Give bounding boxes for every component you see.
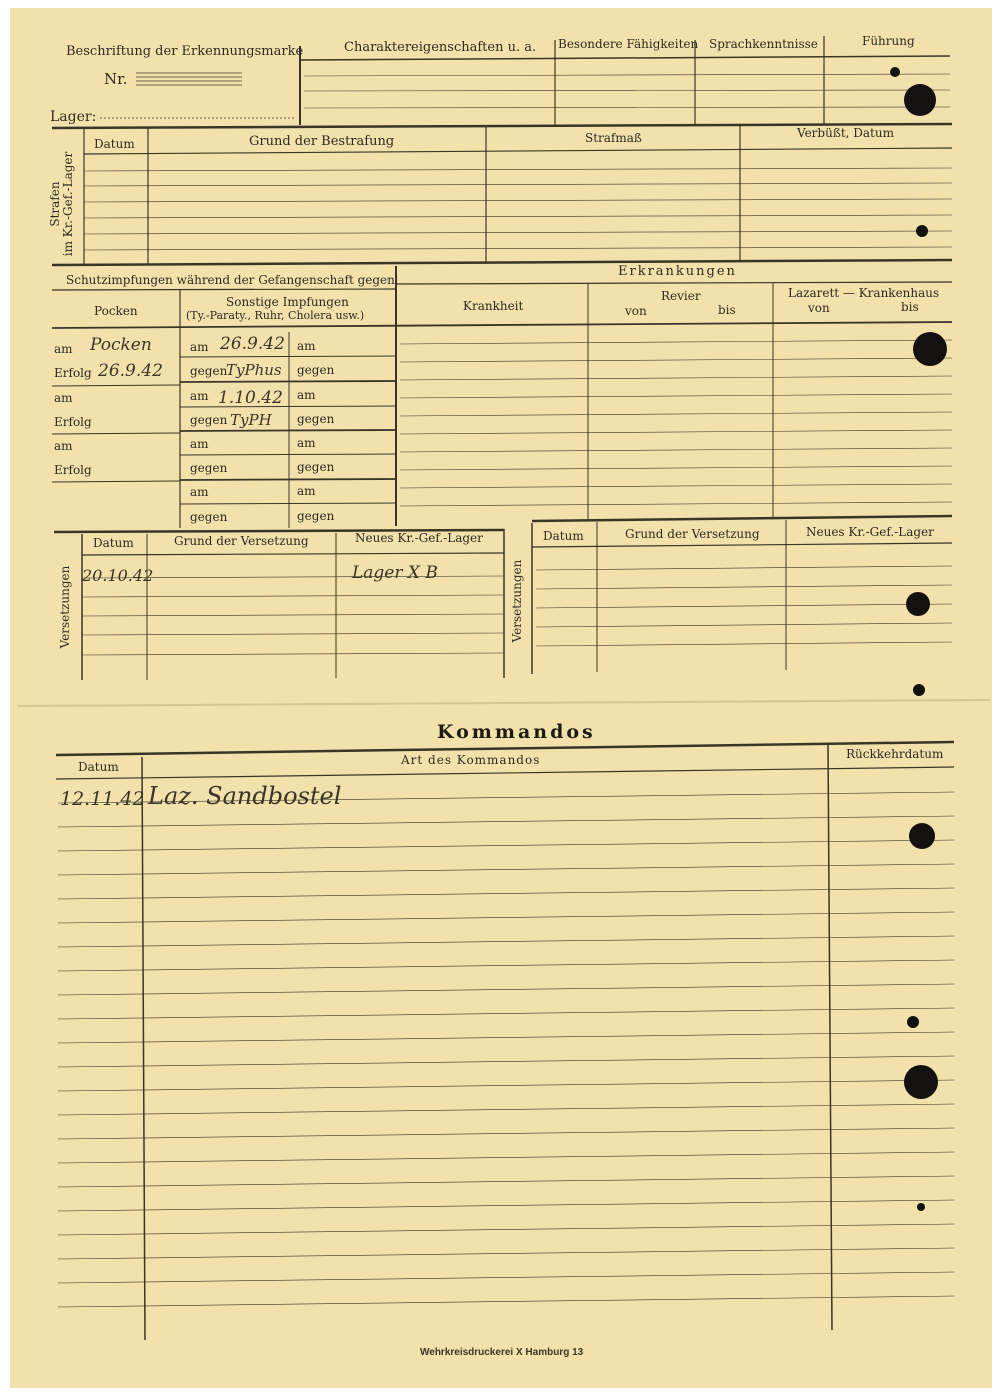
punch-hole <box>890 67 900 77</box>
verbuesst-header: Verbüßt, Datum <box>797 126 894 140</box>
versetzung-grund-header: Grund der Versetzung <box>174 534 309 548</box>
hw-pocken: Pocken <box>90 335 152 355</box>
sprachkenntnisse-label: Sprachkenntnisse <box>709 37 818 51</box>
pocken-erfolg-label: Erfolg <box>54 463 92 477</box>
versetzung-lager-header: Neues Kr.-Gef.-Lager <box>355 531 483 545</box>
kommando-art-header: Art des Kommandos <box>401 753 541 767</box>
pocken-am-label: am <box>54 439 73 453</box>
krankheit-header: Krankheit <box>463 299 524 313</box>
sonstige-subheader: (Ty.-Paraty., Ruhr, Cholera usw.) <box>186 309 365 322</box>
impf-am-label: am <box>190 389 209 403</box>
hw-impf-am-2: 1.10.42 <box>218 388 283 408</box>
revier-header: Revier <box>661 289 701 303</box>
printer-imprint: Wehrkreisdruckerei X Hamburg 13 <box>420 1347 584 1358</box>
impf-gegen-label: gegen <box>190 364 228 378</box>
strafen-grund-header: Grund der Bestrafung <box>249 134 395 149</box>
punch-hole <box>917 1203 925 1211</box>
impf-am-label: am <box>190 340 209 354</box>
versetzungen-side-label-right: Versetzungen <box>510 559 524 643</box>
lazarett-header: Lazarett — Krankenhaus <box>788 286 940 300</box>
erkennungsmarke-label: Beschriftung der Erkennungsmarke <box>66 44 304 59</box>
revier-bis: bis <box>718 303 736 317</box>
hw-versetzung-lager: Lager X B <box>352 563 438 583</box>
nr-label: Nr. <box>104 70 128 88</box>
hw-impf-gegen-1: TyPhus <box>226 361 282 379</box>
punch-hole <box>904 1065 938 1099</box>
sonstige-header: Sonstige Impfungen <box>226 295 349 309</box>
faehigkeiten-label: Besondere Fähigkeiten <box>558 37 699 51</box>
hw-kommando-art: Laz. Sandbostel <box>148 782 342 810</box>
impf-am-label: am <box>190 437 209 451</box>
lager-label: Lager: <box>50 109 97 125</box>
pocken-header: Pocken <box>94 304 138 318</box>
impf-am-label: am <box>297 436 316 450</box>
hw-pocken-erfolg: 26.9.42 <box>98 361 163 381</box>
versetzungen-side-label: Versetzungen <box>58 565 72 649</box>
punch-hole <box>916 225 928 237</box>
impf-am-label: am <box>297 339 316 353</box>
kommandos-title: Kommandos <box>437 721 596 743</box>
punch-hole <box>913 332 947 366</box>
hw-kommando-datum: 12.11.42 <box>60 788 145 810</box>
pocken-erfolg-label: Erfolg <box>54 366 92 380</box>
impf-gegen-label: gegen <box>297 509 335 523</box>
punch-hole <box>909 823 935 849</box>
impf-gegen-label: gegen <box>190 413 228 427</box>
impf-am-label: am <box>297 484 316 498</box>
impf-gegen-label: gegen <box>297 460 335 474</box>
impf-gegen-label: gegen <box>190 510 228 524</box>
versetzung-lager-header-right: Neues Kr.-Gef.-Lager <box>806 525 934 539</box>
impfungen-header: Schutzimpfungen während der Gefangenschaft gegen <box>66 273 395 287</box>
rueckkehr-header: Rückkehrdatum <box>846 747 944 761</box>
pocken-am-label: am <box>54 342 73 356</box>
punch-hole <box>913 684 925 696</box>
revier-von: von <box>625 304 647 318</box>
versetzung-datum-header: Datum <box>93 536 134 550</box>
fuehrung-label: Führung <box>862 34 915 48</box>
charakter-label: Charaktereigenschaften u. a. <box>344 40 537 55</box>
strafen-datum-header: Datum <box>94 137 135 151</box>
pocken-am-label: am <box>54 391 73 405</box>
impf-gegen-label: gegen <box>190 461 228 475</box>
erkrankungen-header: Erkrankungen <box>618 264 737 279</box>
lazarett-von: von <box>808 301 830 315</box>
impf-am-label: am <box>297 388 316 402</box>
versetzung-grund-header-right: Grund der Versetzung <box>625 527 760 541</box>
hw-impf-gegen-2: TyPH <box>230 411 272 429</box>
impf-am-label: am <box>190 485 209 499</box>
lazarett-bis: bis <box>901 300 919 314</box>
hw-versetzung-datum: 20.10.42 <box>82 566 154 585</box>
kommando-datum-header: Datum <box>78 760 119 774</box>
impf-gegen-label: gegen <box>297 363 335 377</box>
versetzung-datum-header-right: Datum <box>543 529 584 543</box>
strafmass-header: Strafmaß <box>585 131 642 145</box>
strafen-side-label: Strafen im Kr.-Gef.-Lager <box>48 151 76 257</box>
punch-hole <box>904 84 936 116</box>
punch-hole <box>907 1016 919 1028</box>
impf-gegen-label: gegen <box>297 412 335 426</box>
punch-hole <box>906 592 930 616</box>
pocken-erfolg-label: Erfolg <box>54 415 92 429</box>
hw-impf-am-1: 26.9.42 <box>220 334 285 354</box>
